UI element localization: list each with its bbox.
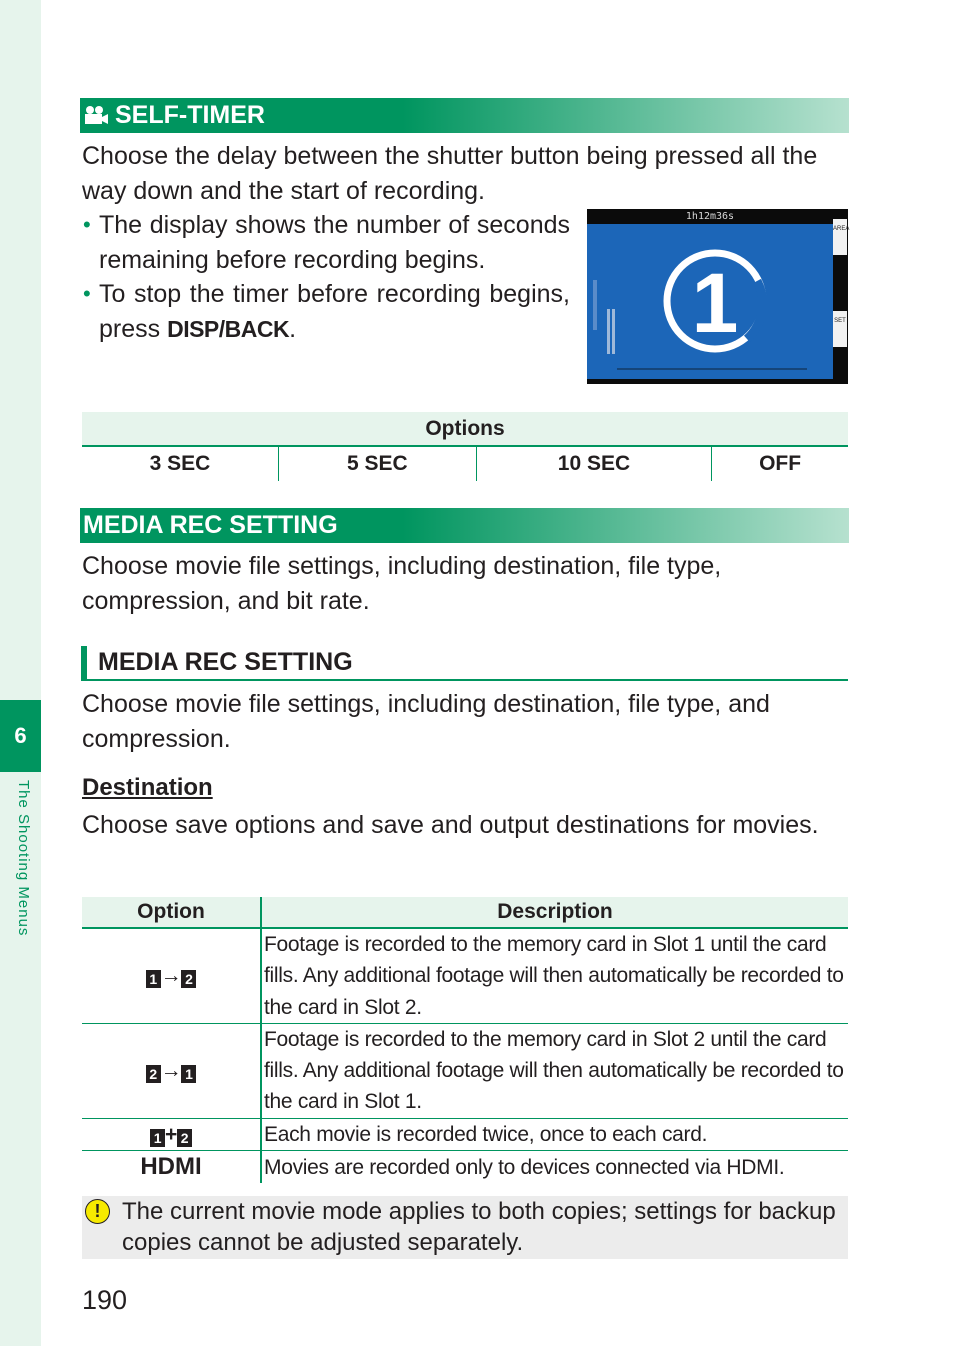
option-operator: +: [165, 1122, 177, 1146]
option-slot2-to-slot1: [82, 1023, 261, 1118]
destination-heading: Destination: [82, 774, 213, 801]
slot-icon: 1: [146, 970, 161, 988]
option-cell: OFF: [759, 452, 802, 475]
table-row: [82, 928, 848, 1023]
option-slot1-to-slot2: [82, 928, 261, 1023]
hdmi-label: HDMI: [140, 1153, 202, 1181]
table-row: [82, 1118, 848, 1150]
chapter-title: The Shooting Menus: [15, 780, 32, 937]
option-description: Movies are recorded only to devices connected via HDMI.: [261, 1151, 848, 1184]
option-hdmi: [82, 1151, 261, 1184]
bullet-text: To stop the timer before recording begins, press: [99, 280, 570, 343]
countdown-graphic: [587, 224, 833, 379]
option-cell: 3 SEC: [82, 446, 278, 481]
disp-back-key: DISP/BACK: [167, 315, 290, 342]
area-button-label: AREA: [833, 219, 847, 255]
self-timer-heading-text: SELF-TIMER: [115, 101, 265, 129]
chapter-sidebar: [0, 0, 41, 1346]
caution-note-text: The current movie mode applies to both copies; settings for backup copies cannot be adjusted separately.: [122, 1198, 836, 1256]
bullet-dot-icon: •: [83, 212, 91, 237]
option-description: Footage is recorded to the memory card in Slot 2 until the card fills. Any additional footage will then automatically be recorded to the card in Slot 1.: [261, 1023, 848, 1118]
camera-screen-illustration: [587, 209, 848, 384]
countdown-number: 1: [691, 256, 739, 350]
slot-icon: 2: [177, 1129, 192, 1147]
option-description: Each movie is recorded twice, once to each card.: [261, 1118, 848, 1150]
caution-icon: !: [85, 1199, 110, 1224]
self-timer-heading: [80, 98, 849, 133]
bullet-item: [82, 277, 570, 346]
option-operator: →: [160, 1059, 182, 1083]
slot-icon: 1: [181, 1065, 196, 1083]
description-column-header: Description: [261, 897, 848, 928]
self-timer-intro: Choose the delay between the shutter button being pressed all the way down and the start of recording.: [82, 142, 818, 205]
option-column-header: Option: [82, 897, 261, 928]
option-cell: 10 SEC: [476, 446, 711, 481]
destination-intro: Choose save options and save and output destinations for movies.: [82, 811, 819, 839]
slot-icon: 1: [150, 1129, 165, 1147]
page-number: 190: [82, 1285, 128, 1315]
option-slot1-plus-slot2: [82, 1118, 261, 1150]
bullet-text-end: .: [289, 314, 297, 343]
screen-display: [587, 224, 833, 379]
table-row: [82, 1023, 848, 1118]
options-header: Options: [82, 412, 848, 446]
media-rec-sub-intro: Choose movie file settings, including destination, file type, and compression.: [82, 690, 770, 753]
media-rec-intro: Choose movie file settings, including destination, file type, compression, and bit rate.: [82, 552, 722, 615]
media-rec-subheading: MEDIA REC SETTING: [81, 646, 848, 681]
self-timer-options-table: [82, 412, 848, 481]
time-remaining: 1h12m36s: [685, 211, 735, 222]
slot-icon: 2: [146, 1065, 161, 1083]
bullet-text: The display shows the number of seconds remaining before recording begins.: [99, 211, 570, 274]
chapter-number-tab: 6: [0, 700, 41, 772]
table-row: [82, 1151, 848, 1184]
media-rec-heading: MEDIA REC SETTING: [80, 508, 849, 543]
bullet-dot-icon: •: [83, 281, 91, 306]
set-button-label: SET: [833, 311, 847, 347]
option-operator: →: [160, 964, 182, 988]
self-timer-bullets: [82, 208, 570, 346]
slot-icon: 2: [181, 970, 196, 988]
movie-camera-icon: [83, 104, 109, 126]
caution-note: [82, 1196, 848, 1259]
option-description: Footage is recorded to the memory card in Slot 1 until the card fills. Any additional footage will then automatically be recorded to the card in Slot 2.: [261, 928, 848, 1023]
bullet-item: [82, 208, 570, 277]
destination-table: [82, 897, 848, 1183]
option-cell: 5 SEC: [278, 446, 476, 481]
